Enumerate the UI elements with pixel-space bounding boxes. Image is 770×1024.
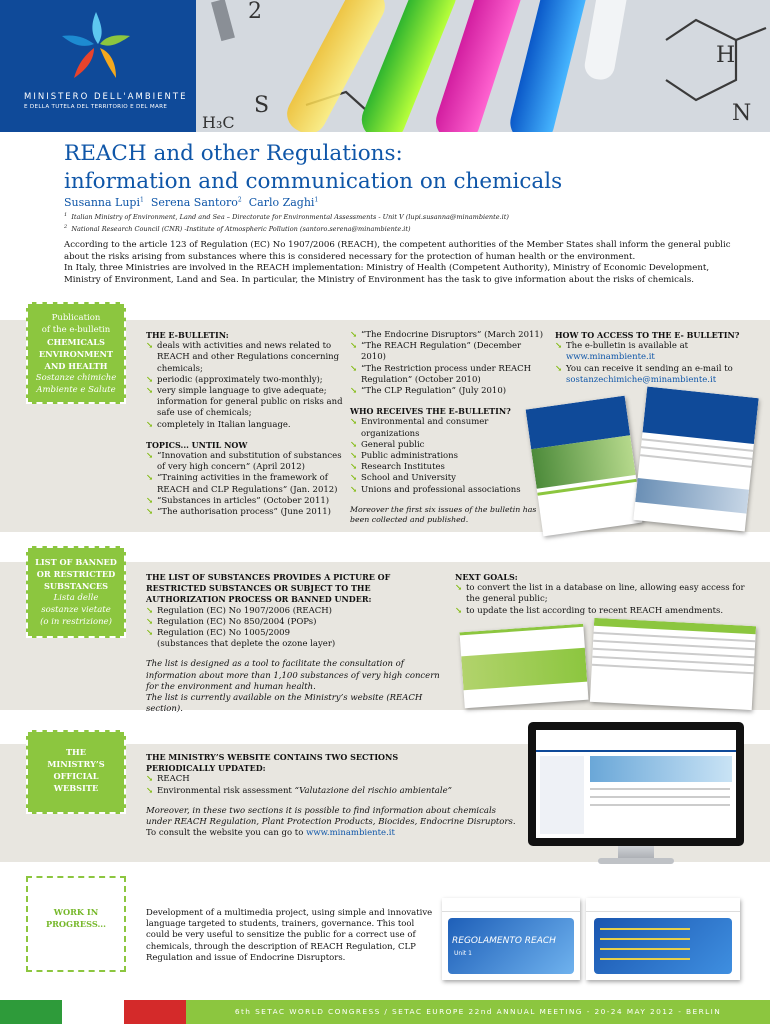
box-line: (o in restrizione): [40, 617, 112, 627]
goals-heading: NEXT GOALS:: [455, 572, 518, 582]
ministry-logo-block: [0, 0, 196, 132]
topics-who-column: [350, 330, 546, 525]
flag-green-stripe: [0, 1000, 62, 1024]
box-line: SUBSTANCES: [43, 581, 109, 591]
affiliation-text: Italian Ministry of Environment, Land and Sea – Directorate for Environmental Assessments - Unit V (lupi.susanna@minambiente.it): [71, 213, 509, 222]
list-item: ↘ “The CLP Regulation” (July 2010): [350, 386, 546, 397]
author-name: Serena Santoro: [150, 196, 238, 209]
intro-paragraph: [64, 240, 744, 286]
list-item-italic: “Valutazione del rischio ambientale”: [294, 785, 452, 796]
svg-text:H₃C: H₃C: [202, 113, 235, 132]
flag-white-stripe: [62, 1000, 124, 1024]
flag-red-stripe: [124, 1000, 186, 1024]
list-item: [555, 364, 755, 386]
list-item: ↘ “Innovation and substitution of substances of very high concern” (April 2012): [146, 451, 344, 473]
author-name: Carlo Zaghi: [248, 196, 315, 209]
ebulletin-label-box: [26, 302, 126, 404]
author-sup: 2: [237, 196, 242, 204]
affiliation-1: [64, 212, 509, 221]
authors-line: [64, 196, 318, 209]
title-line-2: information and communication on chemicals: [64, 169, 563, 194]
bulletin-page-thumbnail: [633, 387, 758, 532]
list-cover-thumbnail: [460, 624, 589, 708]
multimedia-title: REGOLAMENTO REACH: [452, 936, 556, 946]
website-link[interactable]: www.minambiente.it: [566, 352, 655, 363]
access-text: The e-bulletin is available at: [566, 341, 689, 352]
list-item: ↘ School and University: [350, 473, 546, 484]
work-in-progress-box: [26, 876, 126, 972]
list-item: ↘ periodic (approximately two-monthly);: [146, 375, 344, 386]
chemistry-photo: [196, 0, 770, 132]
list-item: ↘ Environmental and consumer organizations: [350, 417, 546, 439]
poster-header: [0, 0, 770, 132]
box-line: THE: [65, 747, 87, 757]
box-line: PROGRESS...: [45, 919, 107, 929]
box-line: ENVIRONMENT: [38, 349, 114, 359]
poster-footer: [0, 1000, 770, 1024]
author-sup: 1: [314, 196, 319, 204]
list-item: [146, 786, 518, 797]
who-heading: WHO RECEIVES THE E-BULLETIN?: [350, 406, 511, 417]
monitor-mockup: [528, 722, 744, 868]
box-line: LIST OF BANNED: [35, 557, 117, 567]
ebulletin-column: [146, 330, 344, 518]
affiliation-sup: 2: [64, 224, 68, 230]
multimedia-screen-2: [586, 898, 740, 980]
list-item: ↘ completely in Italian language.: [146, 420, 344, 431]
svg-text:N: N: [732, 101, 752, 126]
access-column: [555, 330, 755, 386]
box-line: sostanze vietate: [41, 605, 111, 615]
ministry-subtitle: E DELLA TUTELA DEL TERRITORIO E DEL MARE: [24, 104, 168, 110]
box-line: AND HEALTH: [44, 361, 108, 371]
list-item: ↘ Unions and professional associations: [350, 485, 546, 496]
poster-title: [64, 140, 744, 196]
list-item: ↘ “Substances in articles” (October 2011): [146, 496, 344, 507]
website-note: Moreover, in these two sections it is possible to find information about chemicals under REACH Regulation, Plant Protection Products, Biocides, Endocrine Disruptors.: [146, 805, 516, 828]
website-heading: THE MINISTRY’S WEBSITE CONTAINS TWO SECTIONS PERIODICALLY UPDATED:: [146, 752, 399, 774]
affiliation-2: [64, 224, 411, 233]
list-item: ↘ “The Endocrine Disruptors” (March 2011): [350, 330, 546, 341]
test-tubes-illustration: [196, 0, 770, 132]
list-item: ↘ “The REACH Regulation” (December 2010): [350, 341, 546, 363]
list-column: [146, 572, 444, 715]
affiliation-sup: 1: [64, 212, 68, 218]
list-label-box: [26, 546, 126, 638]
website-consult: [146, 828, 518, 839]
access-text: You can receive it sending an e-mail to: [566, 363, 733, 374]
list-item: ↘ General public: [350, 440, 546, 451]
website-screenshot: [536, 730, 736, 838]
affiliation-text: National Research Council (CNR) -Institute of Atmospheric Pollution (santoro.serena@minambiente.it): [71, 225, 411, 234]
multimedia-subtitle: Unit 1: [454, 950, 472, 957]
box-line: WEBSITE: [53, 783, 99, 793]
consult-text: To consult the website you can go to: [146, 828, 304, 839]
conference-banner: 6th SETAC WORLD CONGRESS / SETAC EUROPE 22nd ANNUAL MEETING - 20-24 MAY 2012 - BERLIN: [186, 1000, 770, 1024]
svg-text:S: S: [254, 93, 270, 118]
author-name: Susanna Lupi: [64, 196, 140, 209]
list-item: ↘ deals with activities and news related to REACH and other Regulations concerning chemicals;: [146, 341, 344, 375]
box-line: MINISTRY’S: [47, 759, 105, 769]
ministry-name: MINISTERO DELL'AMBIENTE: [24, 92, 188, 102]
list-item: ↘ “Training activities in the framework of REACH and CLP Regulations” (Jan. 2012): [146, 473, 344, 495]
list-item: ↘ “The Restriction process under REACH Regulation” (October 2010): [350, 364, 546, 386]
star-logo-icon: [58, 8, 134, 84]
box-line: of the e-bulletin: [41, 325, 111, 335]
title-line-1: REACH and other Regulations:: [64, 141, 403, 166]
bulletin-cover-thumbnail: [526, 396, 643, 537]
intro-sentence-2: In Italy, three Ministries are involved in the REACH implementation: Ministry of Health (Competent Authority), Ministry of Economic Development, Ministry of Environment, Land and Sea. In particular, the Ministry of Environment has the task to give information about the risks of chemicals.: [64, 263, 710, 285]
svg-text:H: H: [716, 43, 736, 68]
list-item-text: Environmental risk assessment: [157, 785, 295, 796]
box-line: Lista delle: [53, 593, 99, 603]
list-note-2: The list is currently available on the Ministry’s website (REACH section).: [146, 693, 423, 715]
email-link[interactable]: sostanzechimiche@minambiente.it: [566, 374, 717, 385]
list-item: ↘ Regulation (EC) No 850/2004 (POPs): [146, 617, 444, 628]
box-line: Sostanze chimiche: [35, 373, 117, 383]
list-item: ↘ to convert the list in a database on line, allowing easy access for the general public;: [455, 583, 755, 605]
list-item: ↘ Public administrations: [350, 451, 546, 462]
ebulletin-heading: THE E-BULLETIN:: [146, 330, 229, 340]
box-line: OFFICIAL: [53, 771, 99, 781]
box-line: OR RESTRICTED: [36, 569, 116, 579]
box-line: Publication: [51, 313, 101, 323]
multimedia-screen-1: [442, 898, 580, 980]
box-line: CHEMICALS: [47, 337, 105, 347]
list-item: [555, 341, 755, 363]
who-note: Moreover the first six issues of the bulletin has been collected and published.: [350, 504, 537, 524]
website-column: [146, 752, 518, 839]
svg-text:2: 2: [248, 0, 262, 24]
list-heading: THE LIST OF SUBSTANCES PROVIDES A PICTURE OF RESTRICTED SUBSTANCES OR SUBJECT TO THE AUTHORIZATION PROCESS OR BANNED UNDER:: [146, 572, 391, 605]
list-item: ↘ Research Institutes: [350, 462, 546, 473]
author-sup: 1: [140, 196, 144, 204]
list-item: ↘ “The authorisation process” (June 2011): [146, 507, 344, 518]
topics-heading: TOPICS... UNTIL NOW: [146, 439, 248, 450]
work-in-progress-text: [146, 908, 436, 964]
list-item: ↘ very simple language to give adequate; information for general public on risks and safe use of chemicals;: [146, 386, 344, 420]
list-item: ↘ Regulation (EC) No 1907/2006 (REACH): [146, 606, 444, 617]
website-label-box: [26, 730, 126, 814]
intro-sentence-1: According to the article 123 of Regulation (EC) No 1907/2006 (REACH), the competent authorities of the Member States shall inform the general public about the risks arising from substances where this is considered necessary for the protection of human health or the environment.: [64, 240, 731, 262]
box-line: WORK IN: [53, 907, 99, 917]
goals-column: [455, 572, 755, 617]
list-item-note: (substances that deplete the ozone layer): [157, 639, 336, 650]
list-page-thumbnail: [590, 618, 756, 710]
wip-paragraph: Development of a multimedia project, using simple and innovative language targeted to students, trainers, governance. This tool could be very useful to sensitize the public for a correct use of chemicals, through the description of REACH Regulation, CLP Regulation and issue of Endocrine Disruptors.: [146, 908, 433, 963]
list-item: ↘ Regulation (EC) No 1005/2009: [146, 628, 444, 639]
access-heading: HOW TO ACCESS TO THE E- BULLETIN?: [555, 330, 740, 340]
list-note: The list is designed as a tool to facilitate the consultation of information about more than 1,100 substances of very high concern for the environment and human health.: [146, 659, 440, 692]
list-item: ↘ to update the list according to recent REACH amendments.: [455, 606, 755, 617]
box-line: Ambiente e Salute: [36, 385, 116, 395]
list-item: ↘ REACH: [146, 774, 518, 785]
website-link[interactable]: www.minambiente.it: [306, 828, 395, 839]
